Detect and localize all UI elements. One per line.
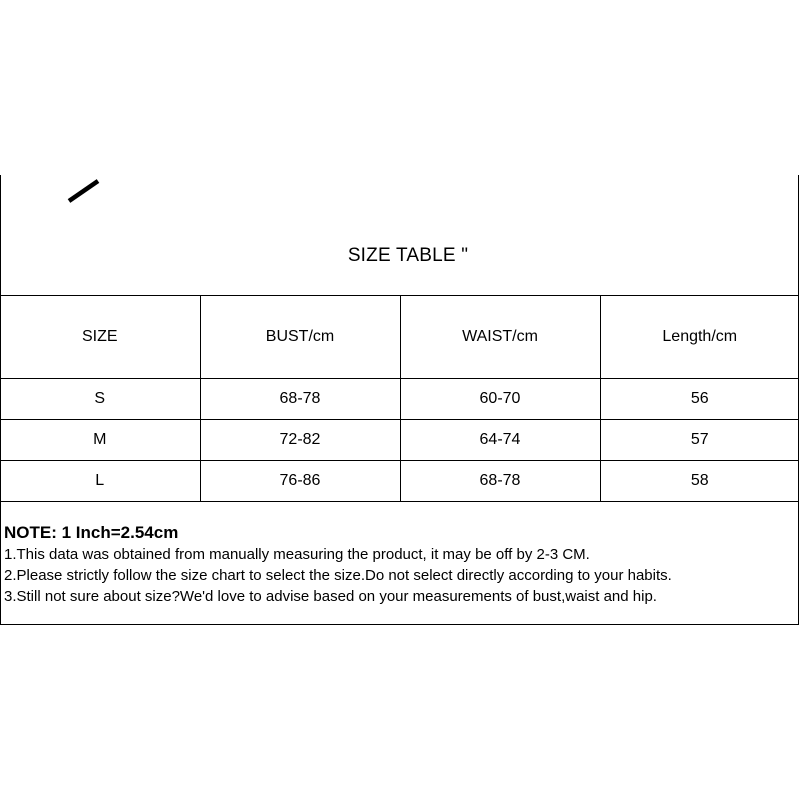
cell-bust: 68-78: [200, 379, 400, 420]
cell-size: L: [0, 461, 200, 502]
title-row: [0, 175, 799, 296]
cell-bust: 72-82: [200, 420, 400, 461]
cell-waist: 64-74: [400, 420, 600, 461]
cell-size: S: [0, 379, 200, 420]
cell-length: 58: [600, 461, 799, 502]
page-title: SIZE TABLE ": [347, 245, 469, 266]
header-size: SIZE: [0, 296, 200, 379]
note-line-1: 1.This data was obtained from manually measuring the product, it may be off by 2-3 CM.: [4, 546, 590, 563]
note-heading: NOTE: 1 Inch=2.54cm: [4, 523, 179, 542]
table-row: [0, 379, 799, 420]
cell-length: 57: [600, 420, 799, 461]
cell-length: 56: [600, 379, 799, 420]
note-line-3: 3.Still not sure about size?We'd love to advise based on your measurements of bust,waist and hip.: [4, 588, 657, 605]
slash-mark-icon: [66, 177, 102, 205]
cell-waist: 60-70: [400, 379, 600, 420]
note-line-2: 2.Please strictly follow the size chart to select the size.Do not select directly according to your habits.: [4, 567, 672, 584]
cell-waist: 68-78: [400, 461, 600, 502]
header-bust: BUST/cm: [200, 296, 400, 379]
table-row: [0, 461, 799, 502]
table-header-row: [0, 296, 799, 379]
header-waist: WAIST/cm: [400, 296, 600, 379]
header-length: Length/cm: [600, 296, 799, 379]
notes-section: [4, 522, 794, 607]
cell-size: M: [0, 420, 200, 461]
table-row: [0, 420, 799, 461]
cell-bust: 76-86: [200, 461, 400, 502]
size-table: [0, 296, 799, 502]
